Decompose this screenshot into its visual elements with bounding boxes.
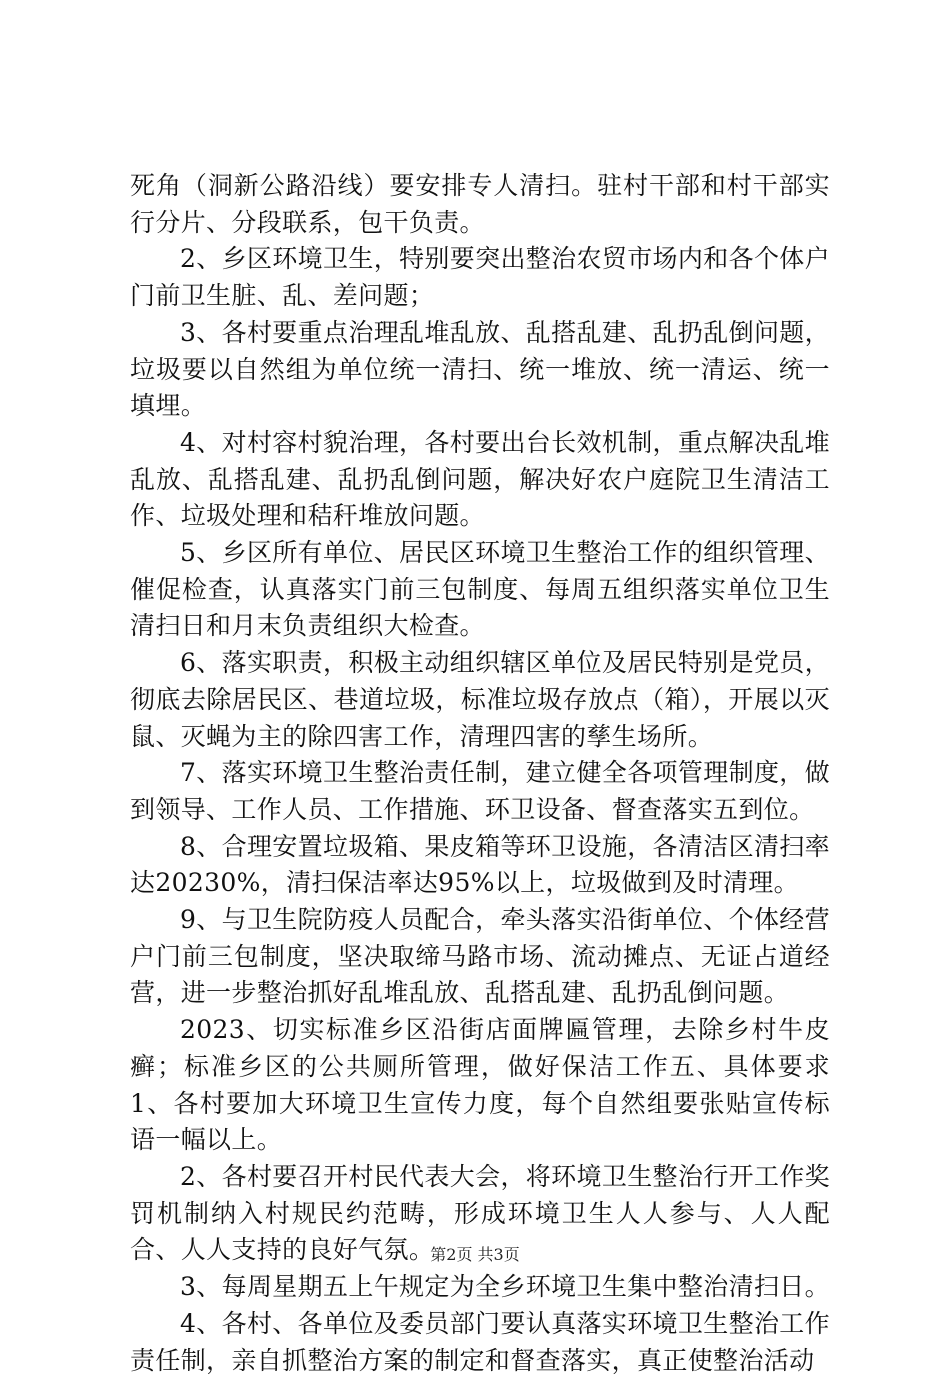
paragraph-item-8: 8、合理安置垃圾箱、果皮箱等环卫设施，各清洁区清扫率达20230%，清扫保洁率达95%以上，垃圾做到及时清理。 [130,831,831,898]
paragraph-requirement-4: 4、各村、各单位及委员部门要认真落实环境卫生整治工作责任制，亲自抓整治方案的制定和督查落实，真正使整治活动 [130,1308,831,1375]
paragraph-item-9: 9、与卫生院防疫人员配合，牵头落实沿街单位、个体经营户门前三包制度，坚决取缔马路市场、流动摊点、无证占道经营，进一步整治抓好乱堆乱放、乱搭乱建、乱扔乱倒问题。 [130,905,831,1008]
paragraph-item-4: 4、对村容村貌治理，各村要出台长效机制，重点解决乱堆乱放、乱搭乱建、乱扔乱倒问题，解决好农户庭院卫生清洁工作、垃圾处理和秸秆堆放问题。 [130,427,831,531]
paragraph-item-5: 5、乡区所有单位、居民区环境卫生整治工作的组织管理、催促检查，认真落实门前三包制度、每周五组织落实单位卫生清扫日和月末负责组织大检查。 [130,538,831,641]
document-body [130,168,830,1379]
paragraph-continuation: 死角（洞新公路沿线）要安排专人清扫。驻村干部和村干部实行分片、分段联系，包干负责。 [130,171,830,237]
paragraph-item-2: 2、乡区环境卫生，特别要突出整治农贸市场内和各个体户门前卫生脏、乱、差问题； [130,244,831,311]
paragraph-item-3: 3、各村要重点治理乱堆乱放、乱搭乱建、乱扔乱倒问题，垃圾要以自然组为单位统一清扫、统一堆放、统一清运、统一填埋。 [130,317,831,421]
paragraph-item-10: 2023、切实标准乡区沿街店面牌匾管理，去除乡村牛皮癣；标准乡区的公共厕所管理，做好保洁工作五、具体要求1、各村要加大环境卫生宣传力度，每个自然组要张贴宣传标语一幅以上。 [130,1015,830,1155]
page-number-footer: 第2页 共3页 [430,1245,520,1264]
paragraph-item-7: 7、落实环境卫生整治责任制，建立健全各项管理制度，做到领导、工作人员、工作措施、环卫设备、督查落实五到位。 [130,758,831,824]
paragraph-item-6: 6、落实职责，积极主动组织辖区单位及居民特别是党员，彻底去除居民区、巷道垃圾，标准垃圾存放点（箱），开展以灭鼠、灭蝇为主的除四害工作，清理四害的孳生场所。 [130,648,831,751]
paragraph-requirement-2: 2、各村要召开村民代表大会，将环境卫生整治行开工作奖罚机制纳入村规民约范畴，形成环境卫生人人参与、人人配合、人人支持的良好气氛。 [130,1161,831,1265]
paragraph-requirement-3: 3、每周星期五上午规定为全乡环境卫生集中整治清扫日。 [180,1272,831,1302]
